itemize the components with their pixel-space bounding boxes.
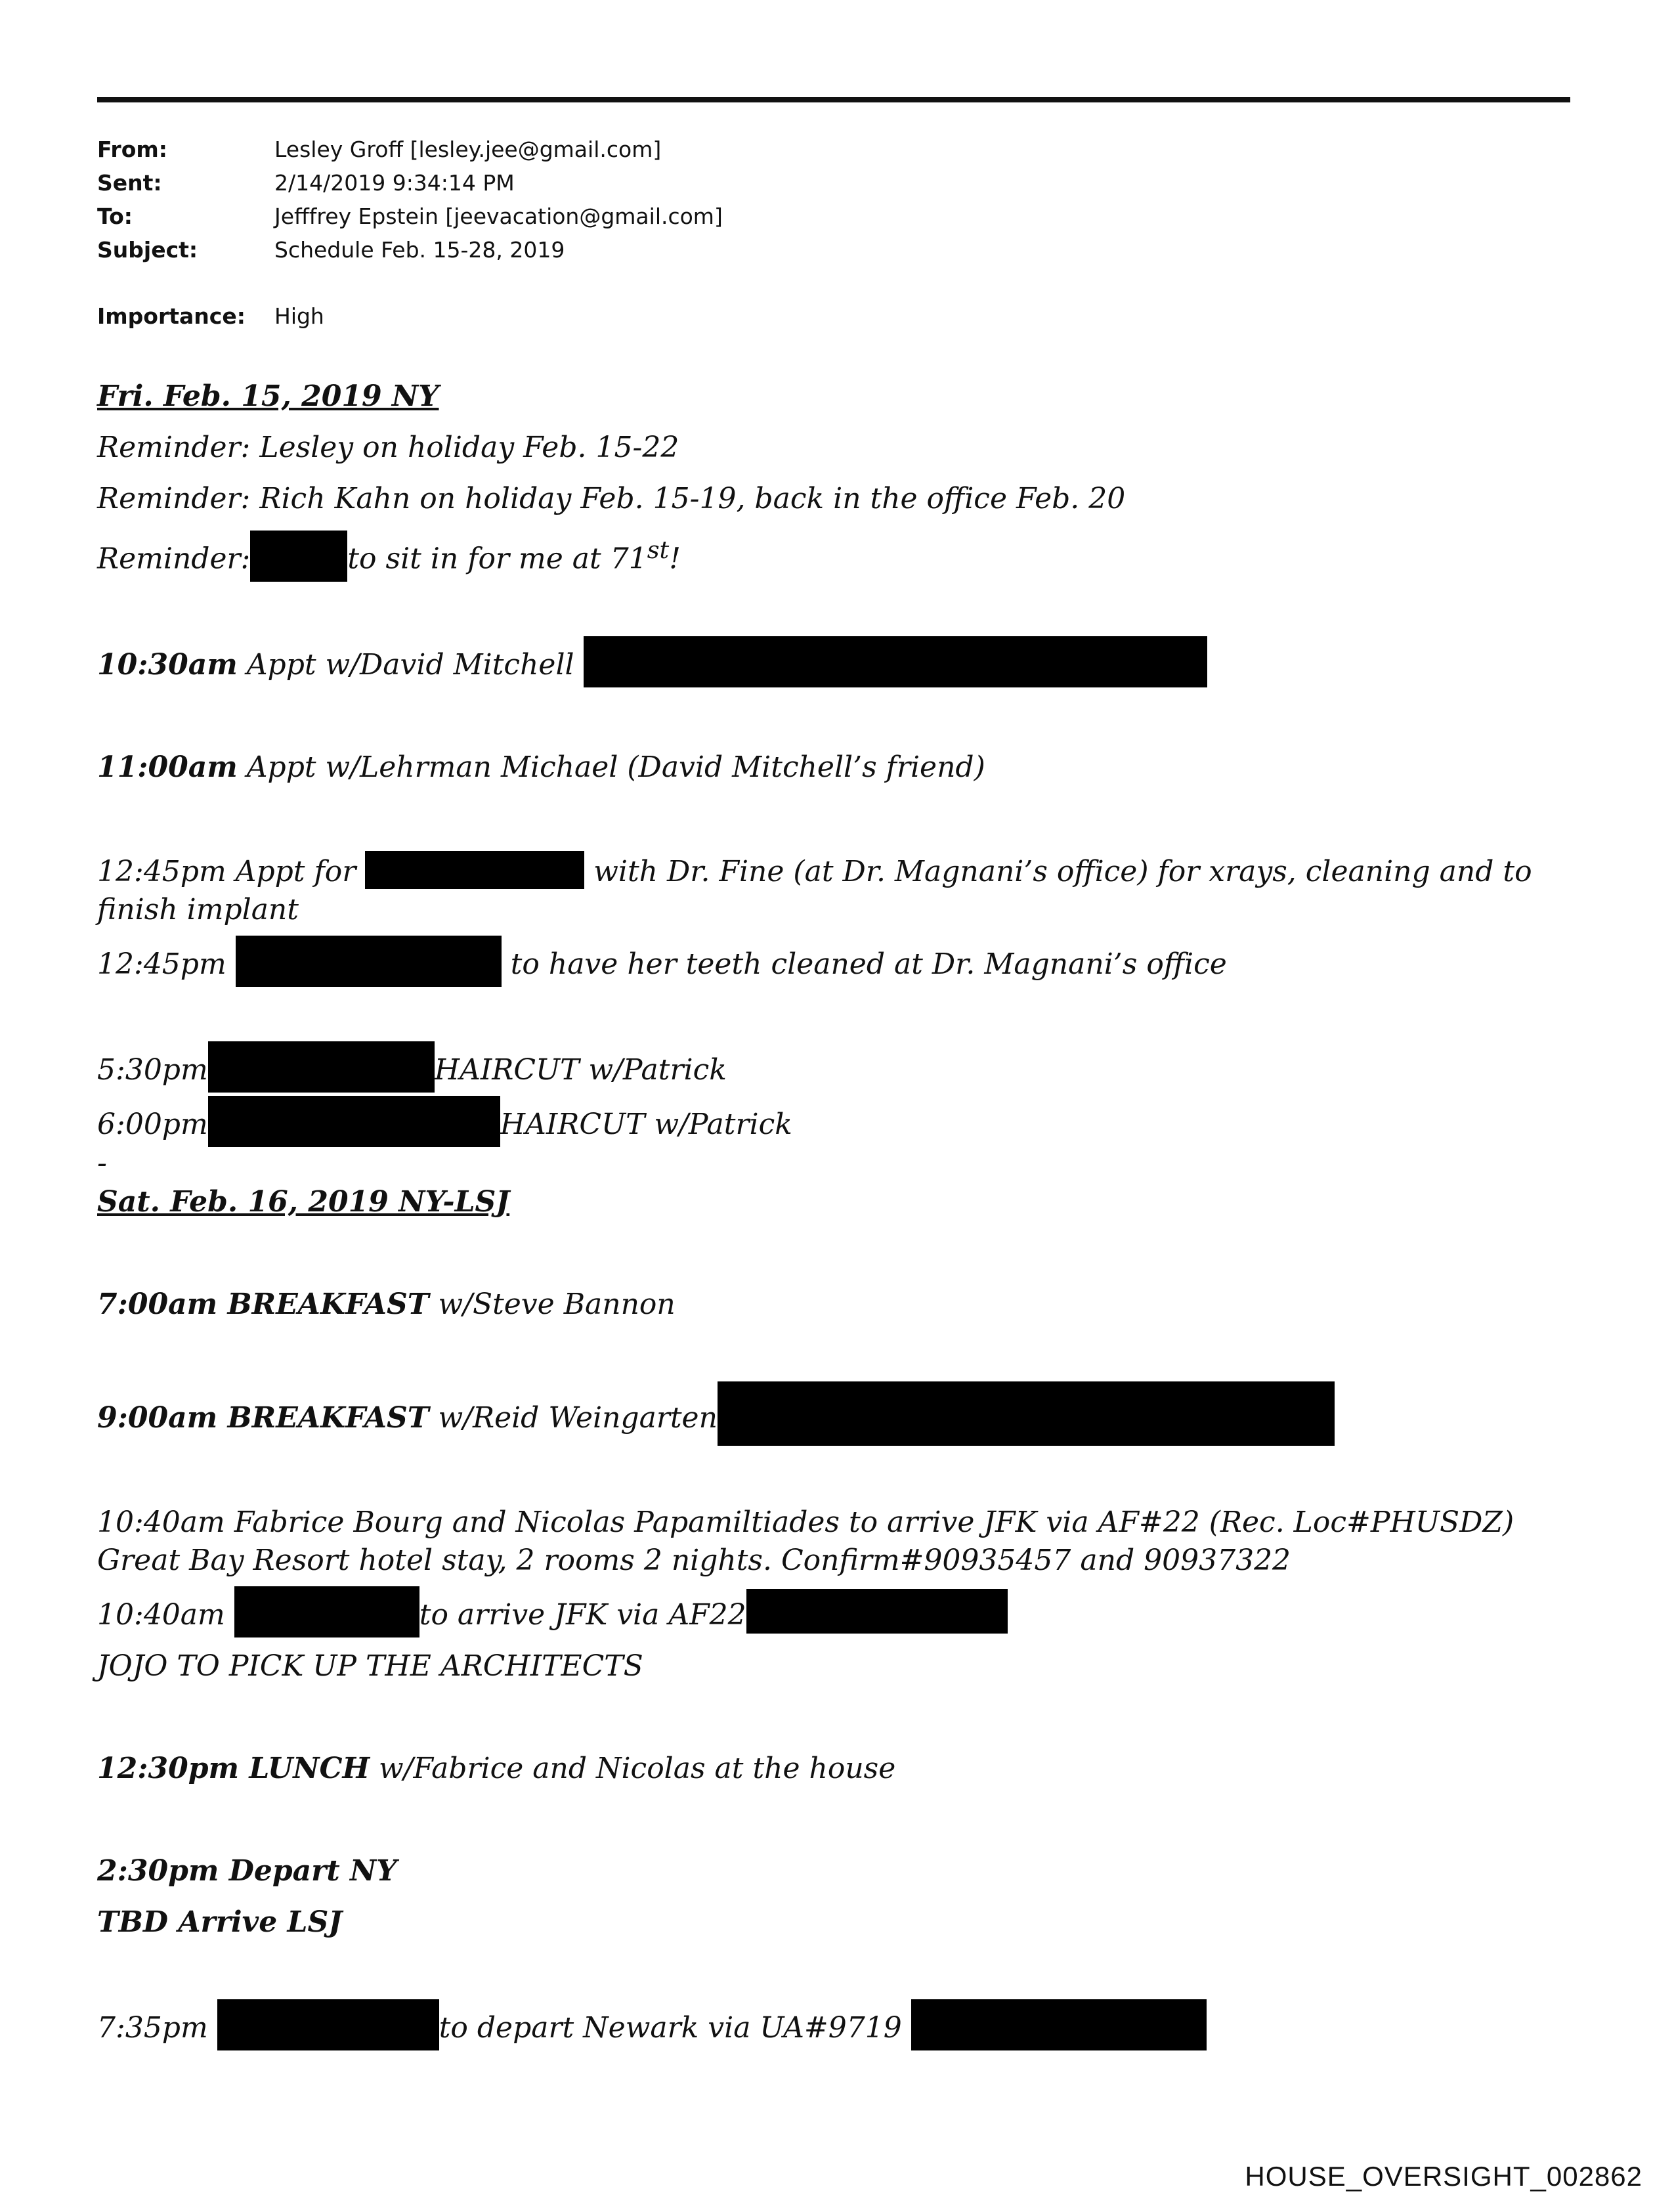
importance-row	[97, 299, 723, 333]
reminder-3-sup: st	[647, 536, 670, 564]
day1-heading: Fri. Feb. 15, 2019 NY	[97, 380, 439, 413]
event-time: 10:30am	[97, 647, 238, 682]
reminder-3	[97, 525, 1581, 585]
event-architects-arrival: 10:40am Fabrice Bourg and Nicolas Papamiltiades to arrive JFK via AF#22 (Rec. Loc#PHUSDZ) Great Bay Resort hotel stay, 2 rooms 2 nights. Confirm#90935457 and 90937322	[97, 1505, 1514, 1577]
event-lehrman-michael	[97, 742, 1581, 793]
event-prefix: 12:45pm	[97, 947, 226, 981]
subject-value: Schedule Feb. 15-28, 2019	[274, 237, 565, 263]
email-body	[97, 371, 1581, 2054]
redaction-block	[718, 1381, 1335, 1446]
event-arrive-lsj	[97, 1897, 1581, 1948]
redaction-block	[250, 531, 347, 582]
event-breakfast-weingarten	[97, 1381, 1581, 1446]
email-header	[97, 133, 723, 333]
day2-heading: Sat. Feb. 16, 2019 NY-LSJ	[97, 1184, 510, 1219]
separator: -	[97, 1146, 107, 1180]
from-label: From:	[97, 137, 167, 162]
event-arrive-jfk	[97, 1586, 1581, 1641]
to-label: To:	[97, 204, 133, 229]
reminder-2: Reminder: Rich Kahn on holiday Feb. 15-19, back in the office Feb. 20	[97, 482, 1126, 515]
event-suffix: HAIRCUT w/Patrick	[500, 1107, 792, 1141]
event-text: w/Reid Weingarten	[429, 1400, 718, 1435]
importance-label: Importance:	[97, 303, 246, 329]
event-breakfast-bannon	[97, 1279, 1581, 1330]
event-suffix: to have her teeth cleaned at Dr. Magnani’s office	[510, 947, 1227, 981]
bates-number: HOUSE_OVERSIGHT_002862	[1245, 2161, 1642, 2192]
reminder-1: Reminder: Lesley on holiday Feb. 15-22	[97, 431, 679, 464]
redaction-block	[208, 1041, 435, 1093]
event-teeth-cleaning	[97, 936, 1581, 990]
event-suffix: to arrive JFK via AF22	[419, 1597, 746, 1632]
event-dr-fine	[97, 844, 1581, 936]
event-jojo-pickup: JOJO TO PICK UP THE ARCHITECTS	[97, 1649, 643, 1683]
event-prefix: 12:45pm Appt for	[97, 854, 356, 888]
reminder-3-suffix: to sit in for me at 71	[347, 542, 647, 576]
event-prefix: 10:40am	[97, 1597, 225, 1632]
redaction-block	[584, 636, 1207, 687]
event-text: w/Fabrice and Nicolas at the house	[370, 1751, 896, 1785]
event-depart-ny	[97, 1846, 1581, 1897]
event-prefix: 5:30pm	[97, 1052, 208, 1087]
sent-label: Sent:	[97, 170, 162, 196]
event-time: 11:00am	[97, 750, 238, 784]
event-text: w/Steve Bannon	[429, 1287, 676, 1321]
event-haircut-530	[97, 1041, 1581, 1096]
event-prefix: 7:35pm	[97, 2010, 208, 2045]
top-rule	[97, 97, 1570, 102]
event-bold: 2:30pm Depart NY	[97, 1854, 397, 1888]
event-depart-newark	[97, 1999, 1581, 2054]
event-bold: 12:30pm LUNCH	[97, 1751, 370, 1785]
reminder-3-end: !	[669, 542, 681, 576]
event-suffix: to depart Newark via UA#9719	[439, 2010, 902, 2045]
importance-value: High	[274, 303, 324, 329]
event-bold: 9:00am BREAKFAST	[97, 1400, 429, 1435]
event-suffix: HAIRCUT w/Patrick	[434, 1052, 727, 1087]
redaction-block	[911, 1999, 1207, 2050]
reminder-3-prefix: Reminder:	[97, 542, 251, 576]
event-text: Appt w/Lehrman Michael (David Mitchell’s friend)	[237, 750, 985, 784]
event-text: Appt w/David Mitchell	[237, 647, 574, 682]
redaction-block	[236, 936, 502, 987]
from-row	[97, 133, 723, 166]
event-bold: TBD Arrive LSJ	[97, 1905, 343, 1939]
event-lunch	[97, 1743, 1581, 1794]
redaction-block	[217, 1999, 439, 2050]
event-david-mitchell	[97, 636, 1581, 691]
from-value: Lesley Groff [lesley.jee@gmail.com]	[274, 137, 662, 162]
event-haircut-600	[97, 1096, 1581, 1150]
event-bold: 7:00am BREAKFAST	[97, 1287, 429, 1321]
redaction-block	[746, 1589, 1008, 1634]
subject-row	[97, 233, 723, 267]
event-suffix: with Dr. Fine (at Dr. Magnani’s office) for xrays, cleaning and to finish implant	[97, 854, 1532, 926]
sent-row	[97, 166, 723, 200]
redaction-block	[365, 851, 584, 889]
to-value: Jefffrey Epstein [jeevacation@gmail.com]	[274, 204, 723, 229]
redaction-block	[208, 1096, 500, 1147]
subject-label: Subject:	[97, 237, 198, 263]
event-prefix: 6:00pm	[97, 1107, 208, 1141]
redaction-block	[234, 1586, 419, 1637]
to-row	[97, 200, 723, 233]
sent-value: 2/14/2019 9:34:14 PM	[274, 170, 515, 196]
